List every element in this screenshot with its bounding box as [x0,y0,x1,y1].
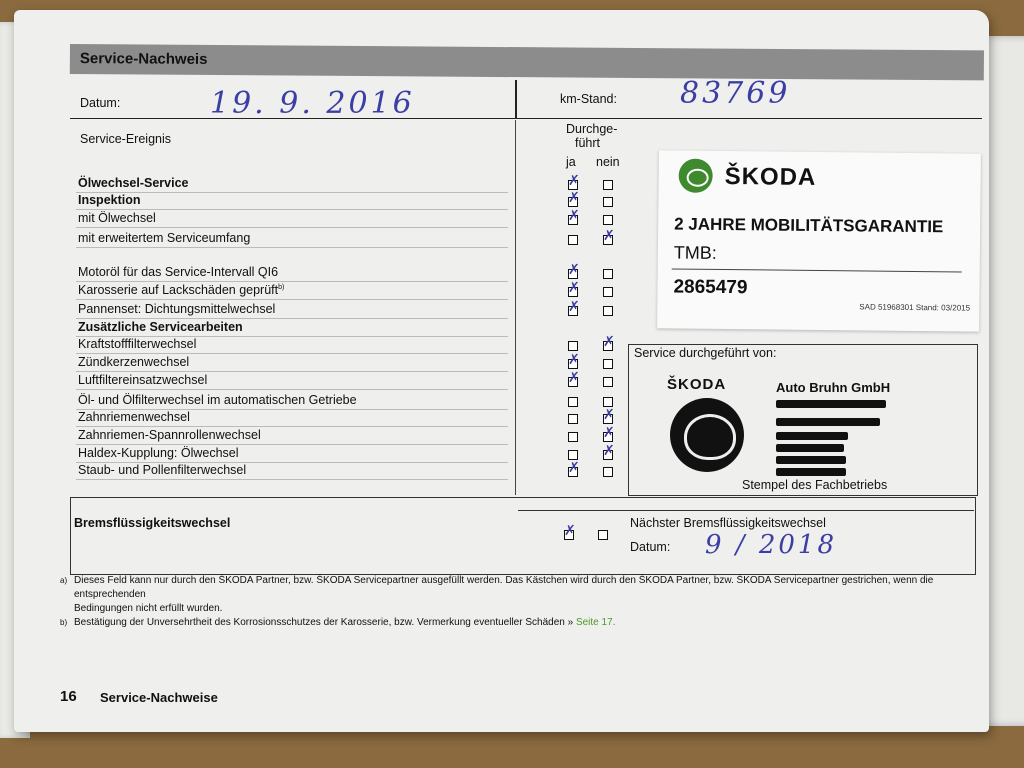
row-rule [76,353,508,354]
card-number: 2865479 [673,276,748,299]
km-value: 83769 [680,76,791,111]
nein-checkbox[interactable] [603,197,613,207]
skoda-logo-icon [678,159,712,193]
nein-checkbox[interactable] [603,450,613,460]
stamp-brand: ŠKODA [667,376,727,393]
nein-checkbox[interactable] [603,215,613,225]
service-row-label: Staub- und Pollenfilterwechsel [78,463,247,477]
row-rule [76,209,508,210]
service-row-label: Luftfiltereinsatzwechsel [78,373,208,387]
nein-checkbox[interactable] [603,287,613,297]
nein-checkbox[interactable] [603,377,613,387]
service-row-label: Motoröl für das Service-Intervall QI6 [78,265,279,279]
stamp-text-line [776,468,846,476]
stamp-logo-icon [670,398,744,472]
nein-checkbox[interactable] [603,414,613,424]
brake-label: Bremsflüssigkeitswechsel [74,516,231,530]
footnote-b-mark: b) [60,618,68,627]
footnote-ref: b) [278,283,285,291]
ja-checkbox[interactable] [568,306,578,316]
card-code: SAD 51968301 Stand: 03/2015 [859,302,971,313]
event-header: Service-Ereignis [80,132,172,146]
page-number: 16 [60,688,77,705]
nein-checkbox[interactable] [603,180,613,190]
row-rule [76,247,508,248]
nein-checkbox[interactable] [603,341,613,351]
km-label: km-Stand: [560,92,617,106]
card-brand: ŠKODA [724,163,817,191]
row-rule [76,444,508,445]
service-row-label: Ölwechsel-Service [78,176,189,190]
footnote-a-text-2: Bedingungen nicht erfüllt wurden. [74,603,223,614]
row-rule [76,426,508,427]
ja-checkbox[interactable] [568,397,578,407]
row-rule [76,227,508,228]
ja-checkbox[interactable] [568,215,578,225]
page-footer-title: Service-Nachweise [100,690,218,705]
stamp-text-line [776,444,844,452]
brake-datum-value: 9 / 2018 [705,530,837,560]
row-rule [76,389,508,390]
stamp-text-line [776,456,846,464]
service-row-label: Karosserie auf Lackschäden geprüft$^{b)}$ [78,283,285,297]
ja-checkbox[interactable] [568,287,578,297]
row-rule [76,318,508,319]
service-row-label: Pannenset: Dichtungsmittelwechsel [78,302,276,316]
ja-checkbox[interactable] [568,359,578,369]
service-row-label: Öl- und Ölfilterwechsel im automatischen Getriebe [78,393,357,407]
ja-checkbox[interactable] [568,467,578,477]
stamp-caption: Stempel des Fachbetriebs [742,478,888,492]
service-row-label: Kraftstofffilterwechsel [78,337,197,351]
ja-header: ja [566,155,576,169]
service-row-label: mit erweitertem Serviceumfang [78,231,251,245]
brake-box [70,497,976,575]
stamp-text-line [776,432,848,440]
nein-checkbox[interactable] [603,359,613,369]
footnote-a-mark: a) [60,576,68,585]
stamp-dealer: Auto Bruhn GmbH [776,380,891,395]
row-rule [76,281,508,282]
ja-checkbox[interactable] [568,377,578,387]
nein-checkbox[interactable] [603,397,613,407]
brake-rule [518,510,974,511]
row-divider [515,80,517,118]
service-row-label: Zahnriemen-Spannrollenwechsel [78,428,261,442]
footnote-b-link[interactable]: Seite 17. [575,617,616,628]
stamp-text-line [776,418,880,426]
done-header-2: führt [575,136,601,150]
stamp-box-title: Service durchgeführt von: [634,346,777,360]
ja-checkbox[interactable] [568,197,578,207]
ja-checkbox[interactable] [568,235,578,245]
mobility-guarantee-card [657,150,981,331]
service-row-label: mit Ölwechsel [78,211,156,225]
card-title: 2 JAHRE MOBILITÄTSGARANTIE [674,214,944,237]
section-title: Service-Nachweis [79,50,208,68]
card-rule [672,268,962,272]
service-row-label: Zusätzliche Servicearbeiten [78,320,243,334]
date-km-row [70,80,982,119]
nein-checkbox[interactable] [603,235,613,245]
nein-checkbox[interactable] [603,467,613,477]
ja-checkbox[interactable] [568,269,578,279]
footnote-a-text-1: Dieses Feld kann nur durch den ŠKODA Partner, bzw. ŠKODA Servicepartner ausgefüllt werden. Das Kästchen wird durch den ŠKODA Partner, bzw. ŠKODA Servicepartner gestrichen, wenn die entsprechenden [74,575,934,600]
nein-header: nein [596,155,620,169]
service-row-label: Inspektion [78,193,141,207]
brake-datum-label: Datum: [630,540,671,554]
done-header-1: Durchge- [566,122,618,136]
datum-label: Datum: [80,96,121,110]
stamp-text-line [776,400,886,408]
footnote-b-text: Bestätigung der Unversehrtheit des Korrosionsschutzes der Karosserie, bzw. Vermerkung eventueller Schäden » [74,617,574,628]
service-row-label: Haldex-Kupplung: Ölwechsel [78,446,239,460]
brake-nein-checkbox[interactable] [598,530,608,540]
ja-checkbox[interactable] [568,432,578,442]
ja-checkbox[interactable] [568,450,578,460]
row-rule [76,479,508,480]
card-tmb-label: TMB: [673,242,717,263]
nein-checkbox[interactable] [603,269,613,279]
ja-checkbox[interactable] [568,341,578,351]
brake-ja-checkbox[interactable] [564,530,574,540]
brake-next-label: Nächster Bremsflüssigkeitswechsel [630,516,826,530]
service-row-label: Zündkerzenwechsel [78,355,190,369]
nein-checkbox[interactable] [603,306,613,316]
ja-checkbox[interactable] [568,414,578,424]
row-rule [76,299,508,300]
section-header [70,44,984,80]
row-rule [76,192,508,193]
service-row-label: Zahnriemenwechsel [78,410,190,424]
datum-value: 19. 9. 2016 [210,86,415,121]
nein-checkbox[interactable] [603,432,613,442]
row-rule [76,371,508,372]
ja-checkbox[interactable] [568,180,578,190]
